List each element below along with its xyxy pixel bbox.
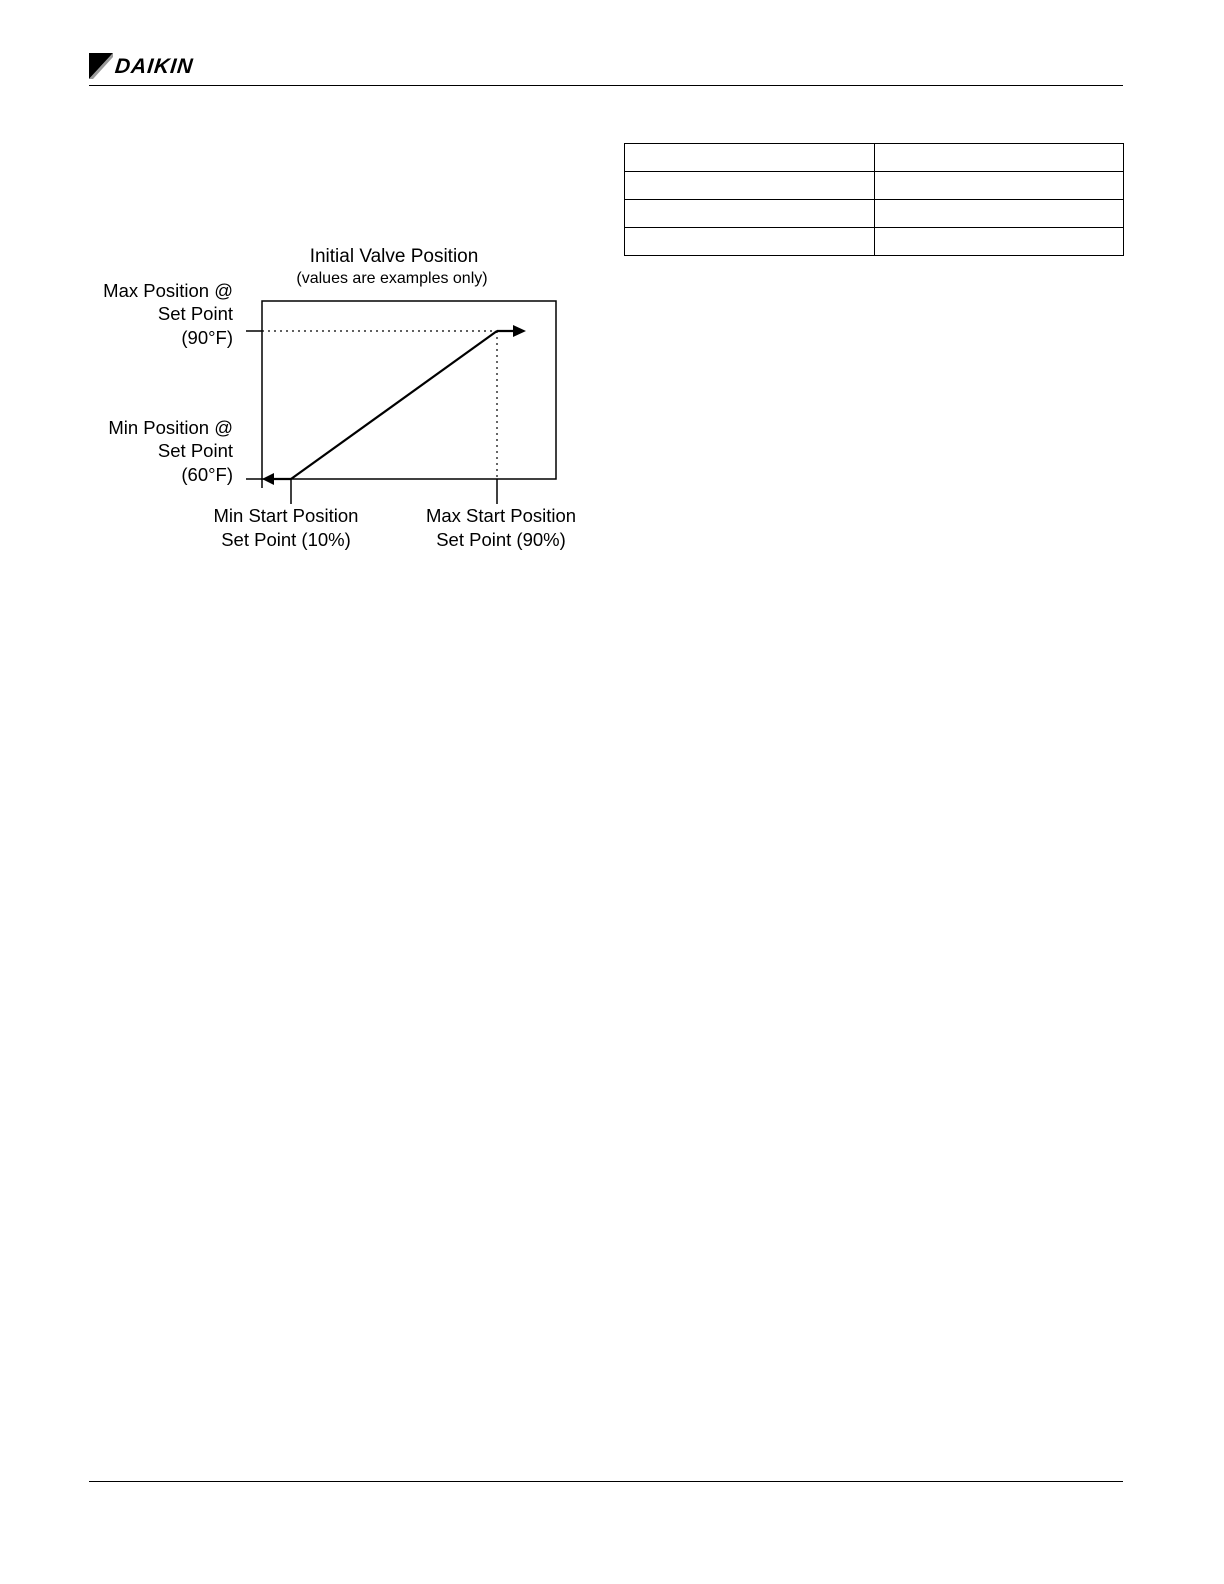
settings-table xyxy=(624,143,1124,256)
table-row xyxy=(625,144,1124,172)
table-row xyxy=(625,228,1124,256)
chart-subtitle: (values are examples only) xyxy=(296,270,488,287)
header-rule xyxy=(89,85,1123,86)
y-label-max-line1: Max Position @ xyxy=(103,280,233,301)
right-arrow-icon xyxy=(513,325,526,337)
x-label-min-line2: Set Point (10%) xyxy=(221,529,351,550)
table-row xyxy=(625,200,1124,228)
chart-title: Initial Valve Position xyxy=(309,246,479,267)
valve-position-figure xyxy=(88,236,598,566)
table-cell xyxy=(874,144,1124,172)
valve-position-line xyxy=(291,331,497,479)
x-label-max-line2: Set Point (90%) xyxy=(436,529,566,550)
daikin-logo-icon xyxy=(89,53,113,79)
y-label-min-line1: Min Position @ xyxy=(108,417,233,438)
x-label-min-line1: Min Start Position xyxy=(213,505,359,526)
y-label-max-line2: Set Point xyxy=(157,303,233,324)
table-cell xyxy=(625,228,875,256)
plot-frame xyxy=(262,301,556,479)
x-label-max-line1: Max Start Position xyxy=(425,505,577,526)
settings-table-body xyxy=(625,144,1124,256)
y-label-max-line3: (90°F) xyxy=(181,327,233,348)
left-arrow-icon xyxy=(262,473,274,485)
table-row xyxy=(625,172,1124,200)
table-cell xyxy=(874,200,1124,228)
daikin-logo xyxy=(89,52,193,80)
brand-name: DAIKIN xyxy=(113,54,195,78)
table-cell xyxy=(874,228,1124,256)
footer-rule xyxy=(89,1481,1123,1482)
table-cell xyxy=(625,172,875,200)
valve-position-chart xyxy=(88,236,598,566)
y-label-min-line3: (60°F) xyxy=(181,464,233,485)
y-label-min-line2: Set Point xyxy=(157,440,233,461)
table-cell xyxy=(625,200,875,228)
table-cell xyxy=(874,172,1124,200)
table-cell xyxy=(625,144,875,172)
